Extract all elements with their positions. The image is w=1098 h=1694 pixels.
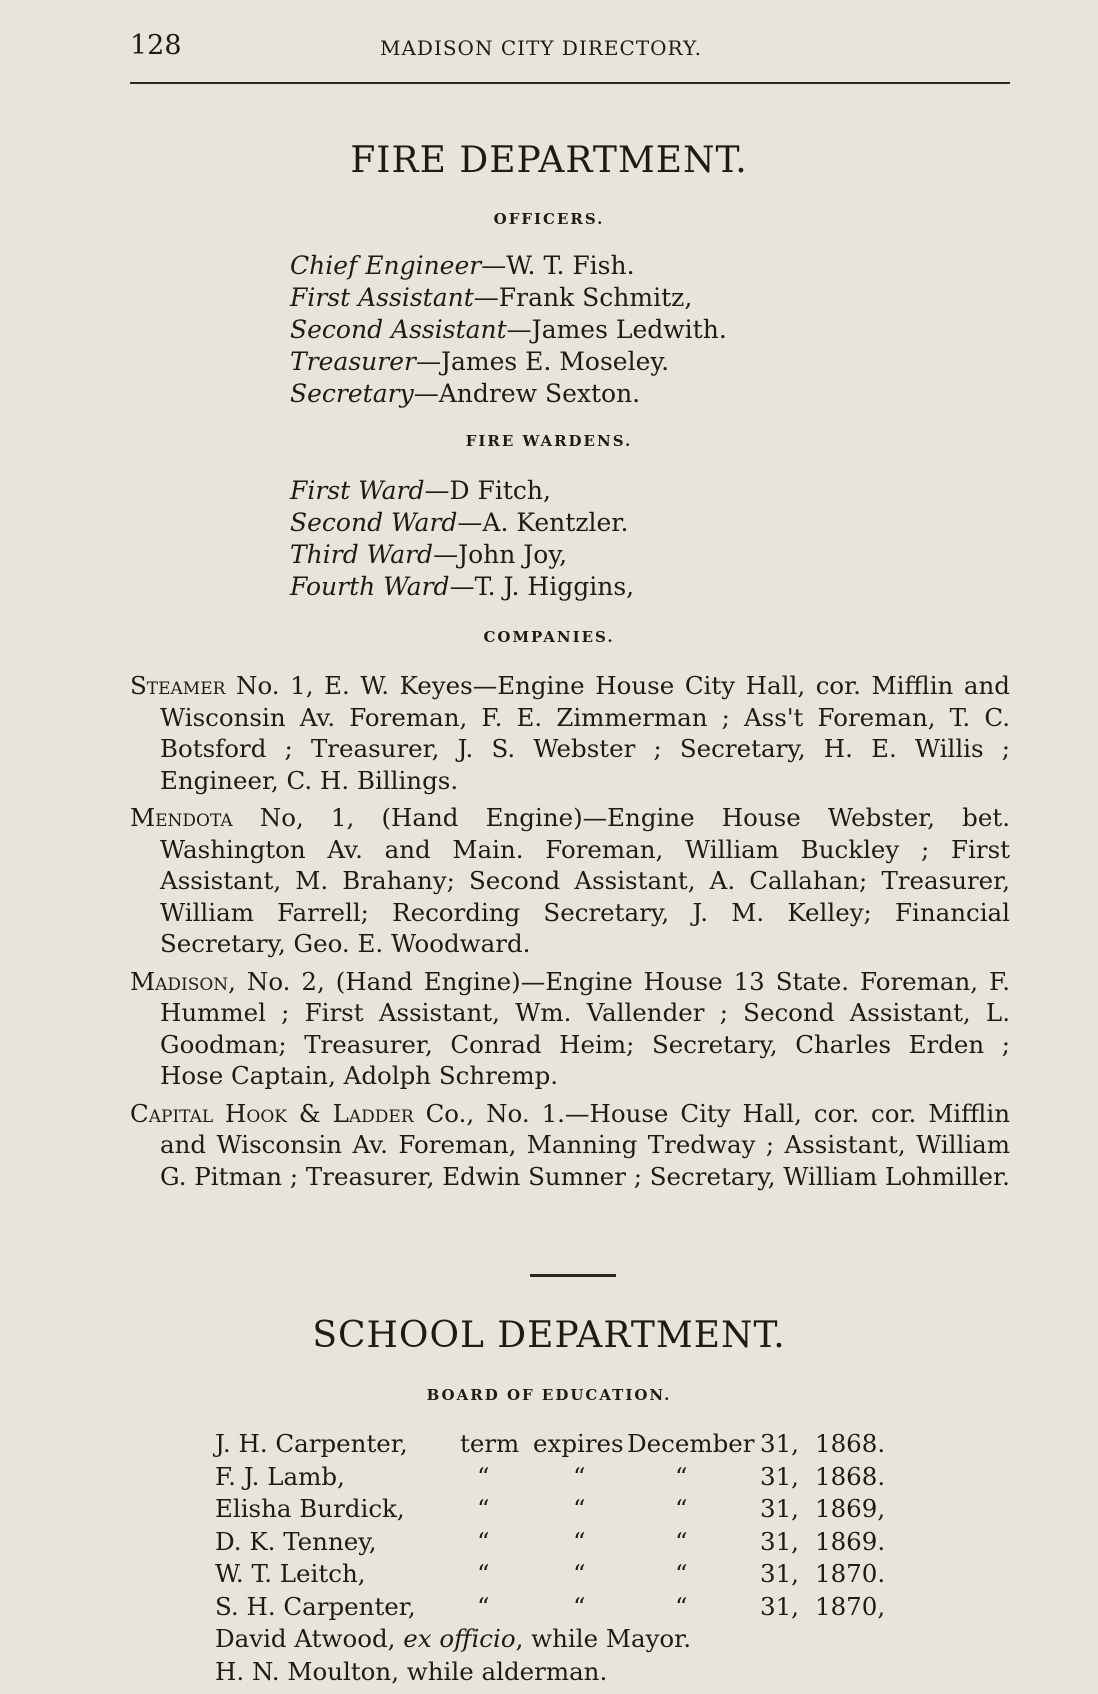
- company-entry: Mendota No, 1, (Hand Engine)—Engine House Webster, bet. Washington Av. and Main. Foreman, William Buckley ; First Assistant, M. Brahany; Second Assistant, A. Callahan; Treasurer, William Farrell; Recording Secretary, J. M. Kelley; Financial Secretary, Geo. E. Woodward.: [130, 803, 1010, 958]
- company-name: Steamer: [130, 671, 226, 700]
- officer-line: Second Assistant—James Ledwith.: [290, 315, 727, 344]
- company-entry: Capital Hook & Ladder Co., No. 1.—House City Hall, cor. cor. Mifflin and Wisconsin Av. Foreman, Manning Tredway ; Assistant, William G. Pitman ; Treasurer, Edwin Sumner ; Secretary, William Lohmiller.: [130, 1098, 1011, 1191]
- board-member-row: J. H. Carpenter, term expires December 31, 1868.: [215, 1429, 886, 1458]
- school-department-title: SCHOOL DEPARTMENT.: [312, 1315, 786, 1356]
- ex-officio-line: David Atwood, ex officio, while Mayor.: [215, 1624, 691, 1653]
- page-number: 128: [130, 30, 182, 61]
- board-list: [215, 1428, 915, 1688]
- running-header: [130, 30, 1010, 64]
- company-entry: Steamer No. 1, E. W. Keyes—Engine House City Hall, cor. Mifflin and Wisconsin Av. Foreman, F. E. Zimmerman ; Ass't Foreman, T. C. Botsford ; Treasurer, J. S. Webster ; Secretary, H. E. Willis ; Engineer, C. H. Billings.: [130, 671, 1010, 795]
- fire-department-title: FIRE DEPARTMENT.: [350, 140, 748, 181]
- board-of-education-heading: BOARD OF EDUCATION.: [426, 1386, 672, 1404]
- officer-line: Treasurer—James E. Moseley.: [290, 347, 670, 376]
- officers-list: [290, 250, 727, 410]
- warden-line: Second Ward—A. Kentzler.: [290, 508, 629, 537]
- companies-heading: COMPANIES.: [483, 628, 615, 646]
- section-divider: [530, 1274, 616, 1277]
- company-entry: Madison, No. 2, (Hand Engine)—Engine House 13 State. Foreman, F. Hummel ; First Assistant, Wm. Vallender ; Second Assistant, L. Goodman; Treasurer, Conrad Heim; Secretary, Charles Erden ; Hose Captain, Adolph Schremp.: [130, 966, 1010, 1090]
- officers-heading: OFFICERS.: [493, 210, 605, 228]
- officer-line: Chief Engineer—W. T. Fish.: [290, 251, 635, 280]
- officer-line: Secretary—Andrew Sexton.: [290, 379, 641, 408]
- board-member-row: Elisha Burdick, “ “ “ 31, 1869,: [215, 1494, 886, 1523]
- board-member-row: F. J. Lamb, “ “ “ 31, 1868.: [215, 1461, 886, 1491]
- officer-line: First Assistant—Frank Schmitz,: [290, 283, 693, 312]
- header-rule: [130, 82, 1010, 84]
- warden-line: Fourth Ward—T. J. Higgins,: [290, 572, 635, 601]
- company-name: Capital Hook & Ladder: [130, 1098, 414, 1128]
- alderman-line: H. N. Moulton, while alderman.: [215, 1656, 608, 1686]
- fire-wardens-heading: FIRE WARDENS.: [465, 432, 633, 450]
- board-member-row: W. T. Leitch, “ “ “ 31, 1870.: [215, 1559, 886, 1588]
- company-name: Madison: [130, 966, 229, 996]
- warden-line: First Ward—D Fitch,: [290, 476, 551, 505]
- warden-line: Third Ward—John Joy,: [290, 540, 568, 569]
- companies-list: [130, 670, 1010, 1198]
- running-title: MADISON CITY DIRECTORY.: [380, 36, 702, 60]
- board-member-row: S. H. Carpenter, “ “ “ 31, 1870,: [215, 1591, 886, 1621]
- board-member-row: D. K. Tenney, “ “ “ 31, 1869.: [215, 1526, 886, 1556]
- wardens-list: [290, 475, 634, 603]
- company-name: Mendota: [130, 803, 233, 832]
